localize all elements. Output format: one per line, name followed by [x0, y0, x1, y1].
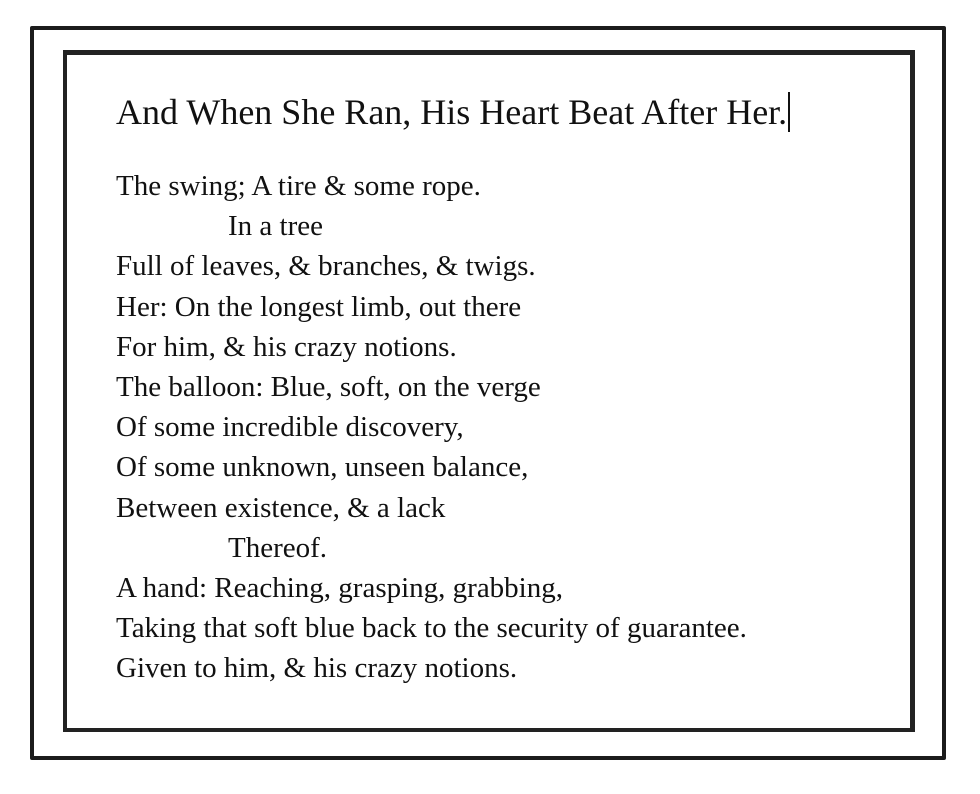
poem-line: Of some incredible discovery, [116, 411, 464, 444]
poem-title: And When She Ran, His Heart Beat After Her. [116, 92, 788, 132]
poem-line: Taking that soft blue back to the security of guarantee. [116, 612, 747, 645]
poem-line: Given to him, & his crazy notions. [116, 652, 518, 685]
text-cursor [788, 92, 790, 132]
poem-line: For him, & his crazy notions. [116, 330, 457, 363]
poem-line: Between existence, & a lack [116, 491, 446, 524]
poem-line: Of some unknown, unseen balance, [116, 451, 529, 484]
poem-body [116, 166, 876, 689]
poem-line: The balloon: Blue, soft, on the verge [116, 371, 541, 404]
poem-line: Full of leaves, & branches, & twigs. [116, 250, 536, 283]
poem-text-area[interactable] [116, 88, 876, 689]
poem-line: A hand: Reaching, grasping, grabbing, [116, 572, 563, 605]
poem-line: In a tree [228, 210, 323, 243]
poem-line: Her: On the longest limb, out there [116, 290, 522, 323]
poem-line: The swing; A tire & some rope. [116, 170, 481, 202]
poem-line: Thereof. [228, 531, 328, 564]
poem-title-row [116, 88, 876, 136]
